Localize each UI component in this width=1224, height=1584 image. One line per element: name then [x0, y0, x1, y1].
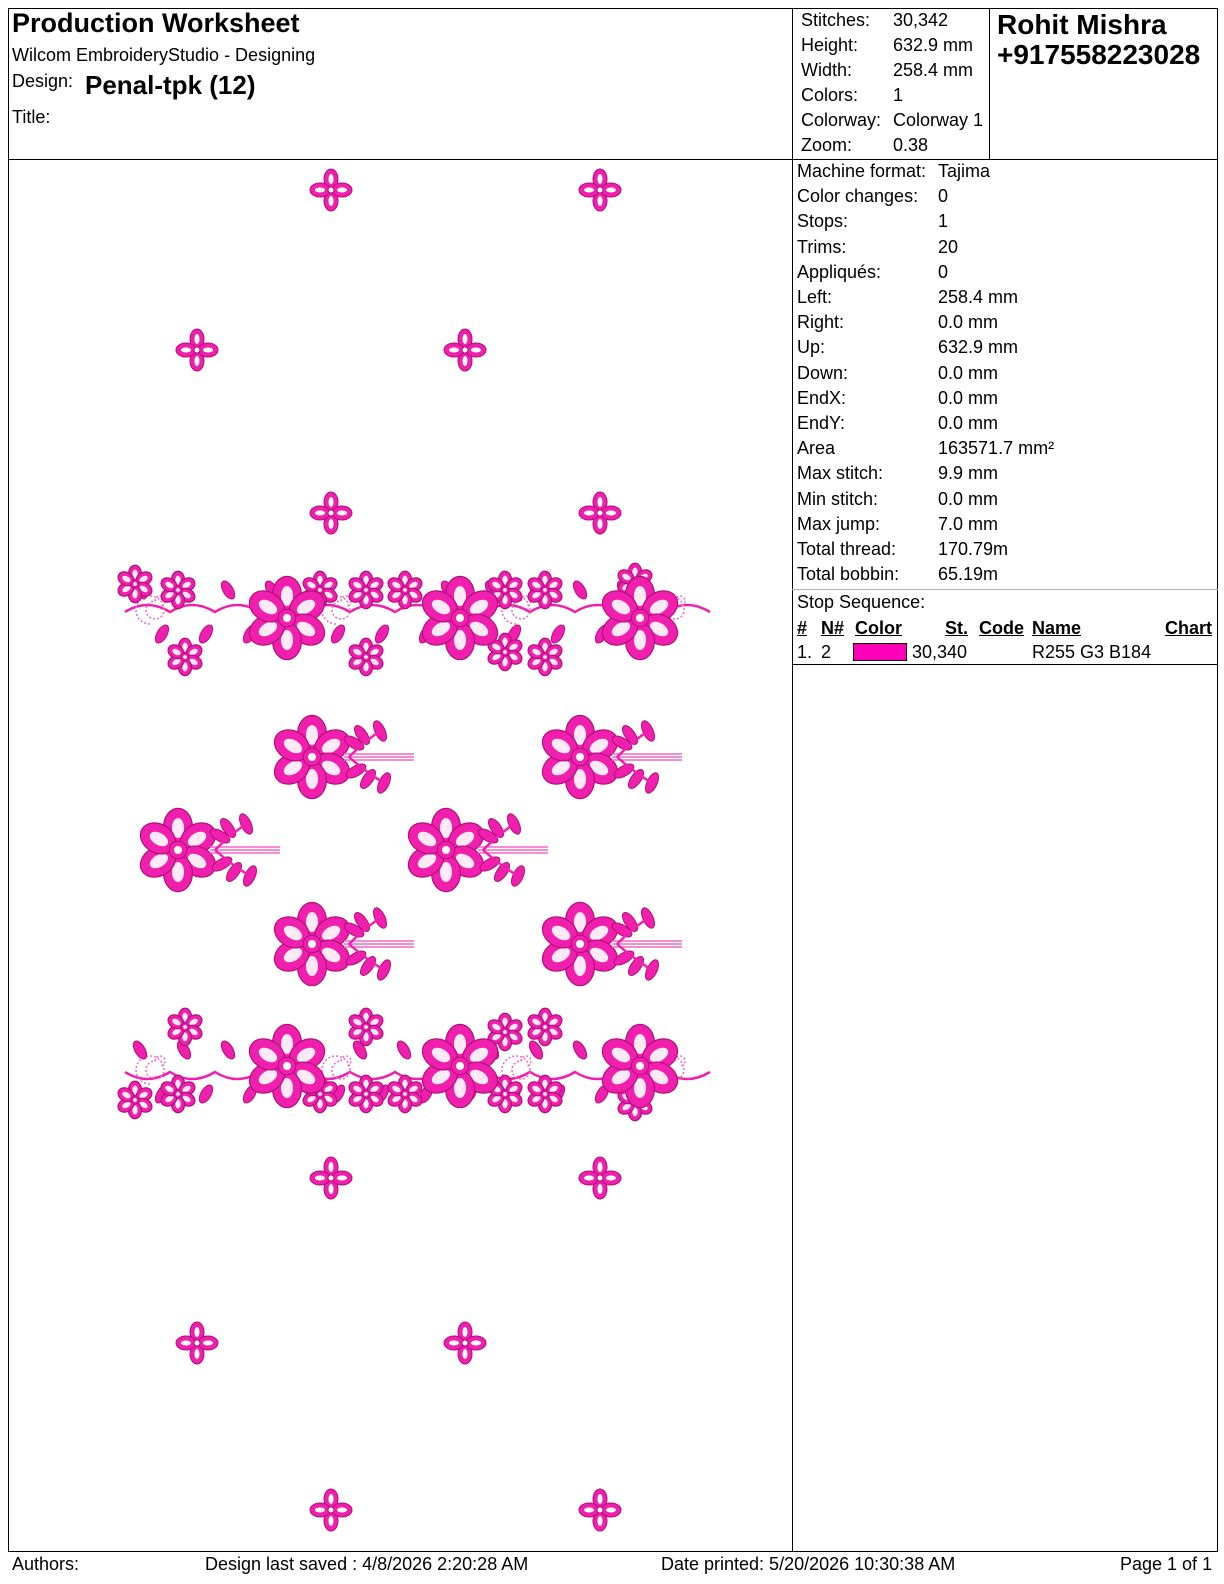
- stat-value: 0.0 mm: [938, 488, 999, 509]
- stat-label: Min stitch:: [797, 488, 879, 509]
- leaf-spray: [208, 812, 280, 888]
- stitches-label: Stitches:: [801, 10, 871, 30]
- stat-label: Machine format:: [797, 161, 927, 181]
- stat-label: Up:: [797, 337, 826, 358]
- title-label: Title:: [12, 107, 51, 127]
- color-swatch: [853, 643, 907, 661]
- footer-printed: Date printed: 5/20/2026 10:30:38 AM: [661, 1554, 956, 1574]
- small-flower: [166, 1008, 205, 1045]
- stat-value: 65.19m: [938, 564, 999, 585]
- stat-label: Down:: [797, 362, 849, 383]
- row-num: 1.: [797, 642, 813, 662]
- stat-value: 163571.7 mm²: [938, 438, 1055, 459]
- footer-page: Page 1 of 1: [1120, 1554, 1213, 1574]
- footer-authors: Authors:: [12, 1554, 80, 1574]
- stat-value: 0.0 mm: [938, 413, 999, 433]
- col-stitches: St.: [945, 618, 969, 638]
- design-name: Penal-tpk (12): [85, 70, 256, 100]
- stat-value: 9.9 mm: [938, 463, 999, 484]
- stat-value: 20: [938, 236, 959, 257]
- leaf-spray: [476, 812, 548, 888]
- quatrefoil-motif: [579, 1157, 621, 1199]
- stat-value: Tajima: [938, 161, 991, 181]
- quatrefoil-motif: [579, 1489, 621, 1531]
- quatrefoil-motif: [176, 1322, 218, 1364]
- stat-label: Color changes:: [797, 186, 919, 207]
- small-flower: [526, 638, 565, 675]
- contact-name: Rohit Mishra: [997, 9, 1167, 40]
- stat-label: EndY:: [797, 413, 846, 433]
- width-value: 258.4 mm: [893, 60, 974, 80]
- small-flower: [526, 1075, 565, 1112]
- small-flower: [526, 1008, 565, 1045]
- flower-sprig: [403, 808, 489, 891]
- small-flower: [347, 1075, 386, 1112]
- row-stitches: 30,340: [912, 642, 968, 662]
- divider: [792, 159, 793, 1552]
- stat-label: Trims:: [797, 236, 847, 257]
- small-flower: [386, 571, 425, 608]
- software-name: Wilcom EmbroideryStudio - Designing: [12, 45, 316, 65]
- leaf-spray: [610, 906, 682, 982]
- small-flower: [347, 638, 386, 675]
- divider: [8, 1551, 1218, 1552]
- small-flower: [166, 638, 205, 675]
- stat-value: 0: [938, 186, 949, 207]
- stat-value: 258.4 mm: [938, 287, 1019, 307]
- colorway-value: Colorway 1: [893, 110, 984, 130]
- quatrefoil-motif: [310, 1157, 352, 1199]
- row-needle: 2: [821, 642, 832, 662]
- stat-label: Total thread:: [797, 539, 897, 559]
- stat-label: Total bobbin:: [797, 564, 900, 585]
- main-flower: [597, 1024, 683, 1107]
- zoom-value: 0.38: [893, 135, 929, 155]
- col-color: Color: [855, 618, 902, 638]
- stat-value: 0: [938, 261, 949, 282]
- contact-phone: +917558223028: [997, 39, 1201, 70]
- stat-value: 0.0 mm: [938, 362, 999, 383]
- height-label: Height:: [801, 35, 859, 55]
- height-value: 632.9 mm: [893, 35, 974, 55]
- col-name: Name: [1032, 618, 1082, 638]
- flower-sprig: [269, 902, 355, 985]
- quatrefoil-motif: [310, 492, 352, 534]
- stat-value: 0.0 mm: [938, 312, 999, 333]
- stat-label: Right:: [797, 312, 845, 333]
- stitches-value: 30,342: [893, 10, 949, 30]
- stat-value: 0.0 mm: [938, 387, 999, 408]
- design-preview: [9, 160, 791, 1550]
- stop-sequence-label: Stop Sequence:: [797, 592, 926, 612]
- stat-label: EndX:: [797, 387, 847, 408]
- stat-label: Left:: [797, 287, 833, 307]
- divider: [989, 8, 990, 160]
- leaf-spray: [610, 719, 682, 795]
- flower-sprig: [537, 902, 623, 985]
- leaf-spray: [342, 719, 414, 795]
- width-label: Width:: [801, 60, 853, 80]
- stat-label: Max jump:: [797, 513, 881, 534]
- divider: [792, 664, 1218, 665]
- quatrefoil-motif: [444, 1322, 486, 1364]
- stat-value: 7.0 mm: [938, 513, 999, 534]
- colors-label: Colors:: [801, 85, 859, 105]
- quatrefoil-motif: [444, 329, 486, 371]
- divider: [792, 8, 793, 160]
- small-flower: [386, 1075, 425, 1112]
- row-name: R255 G3 B184: [1032, 642, 1152, 662]
- col-num: #: [797, 618, 808, 638]
- quatrefoil-motif: [176, 329, 218, 371]
- small-flower: [116, 565, 155, 602]
- stat-label: Area: [797, 438, 836, 459]
- stat-value: 170.79m: [938, 539, 1009, 559]
- stat-label: Max stitch:: [797, 463, 884, 484]
- flower-sprig: [135, 808, 221, 891]
- stat-value: 1: [938, 211, 949, 232]
- col-chart: Chart: [1165, 618, 1213, 638]
- stat-value: 632.9 mm: [938, 337, 1019, 358]
- colors-value: 1: [893, 85, 904, 105]
- flower-sprig: [269, 715, 355, 798]
- small-flower: [347, 1008, 386, 1045]
- zoom-label: Zoom:: [801, 135, 853, 155]
- divider: [792, 589, 1218, 590]
- leaf-spray: [342, 906, 414, 982]
- stat-label: Stops:: [797, 211, 849, 232]
- quatrefoil-motif: [310, 1489, 352, 1531]
- small-flower: [526, 571, 565, 608]
- colorway-label: Colorway:: [801, 110, 882, 130]
- quatrefoil-motif: [579, 169, 621, 211]
- col-code: Code: [979, 618, 1024, 638]
- footer-saved: Design last saved : 4/8/2026 2:20:28 AM: [205, 1554, 529, 1574]
- stat-label: Appliqués:: [797, 261, 882, 282]
- small-flower: [116, 1081, 155, 1118]
- small-flower: [159, 1075, 198, 1112]
- worksheet-title: Production Worksheet: [12, 8, 300, 38]
- small-flower: [347, 571, 386, 608]
- design-label: Design:: [12, 71, 74, 91]
- quatrefoil-motif: [579, 492, 621, 534]
- flower-sprig: [537, 715, 623, 798]
- quatrefoil-motif: [310, 169, 352, 211]
- col-needle: N#: [821, 618, 845, 638]
